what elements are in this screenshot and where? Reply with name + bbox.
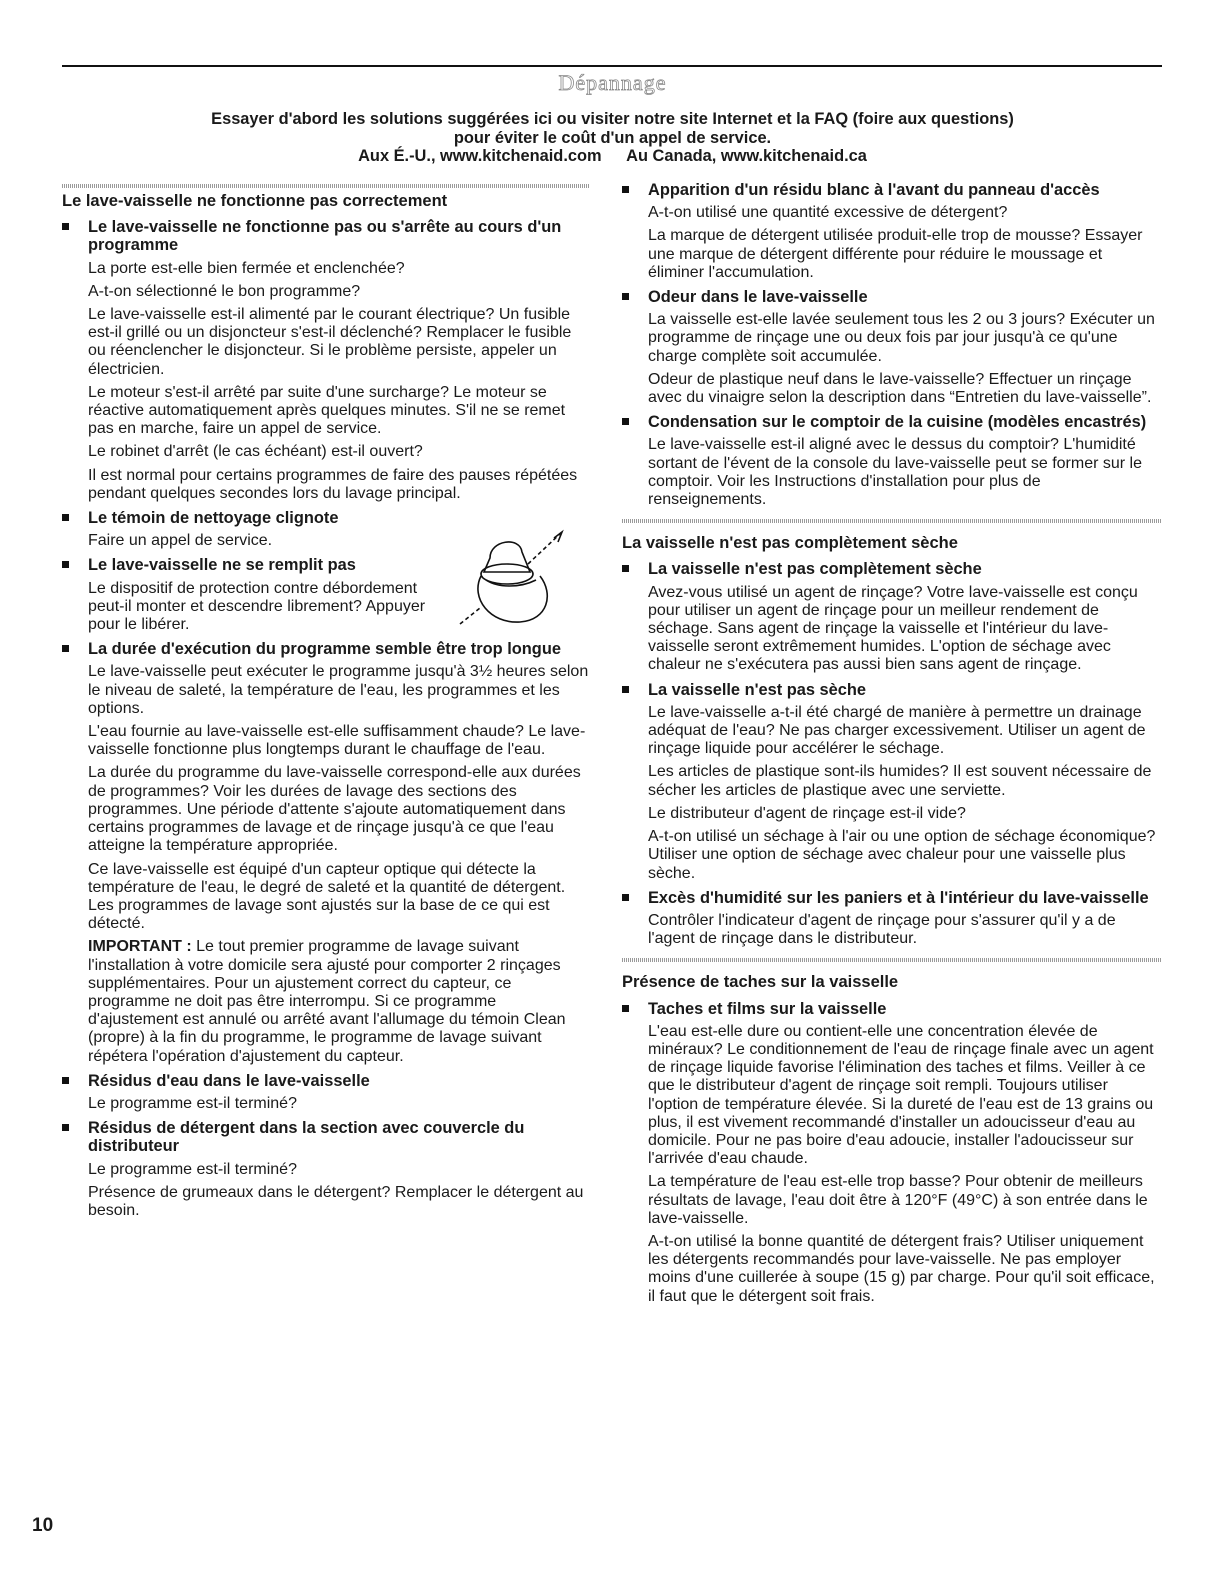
item-text: Le lave-vaisselle a-t-il été chargé de manière à permettre un drainage adéquat de l'eau? Ne pas charger excessivement. Utiliser un agent de rinçage liquide pour accélérer le séchage.: [648, 703, 1146, 758]
item-text: Il est normal pour certains programmes de faire des pauses répétées pendant quelques secondes lors du lavage principal.: [88, 466, 578, 502]
canada-website-link[interactable]: Au Canada, www.kitchenaid.ca: [626, 147, 867, 165]
item-heading: Résidus d'eau dans le lave-vaisselle: [88, 1071, 370, 1090]
item-heading: Apparition d'un résidu blanc à l'avant du panneau d'accès: [648, 181, 1100, 199]
item-text: Faire un appel de service.: [88, 532, 273, 550]
list-item: [622, 1000, 1162, 1306]
section-title: Présence de taches sur la vaisselle: [622, 973, 899, 992]
item-text: Le programme est-il terminé?: [88, 1160, 297, 1178]
float-protection-illustration: [450, 528, 590, 636]
item-text: A-t-on utilisé un séchage à l'air ou une option de séchage économique? Utiliser une option de séchage avec chaleur pour une vaisselle plus sèche.: [648, 828, 1156, 882]
item-heading: Le lave-vaisselle ne fonctionne pas ou s'arrête au cours d'un programme: [88, 218, 562, 255]
item-text: Ce lave-vaisselle est équipé d'un capteur optique qui détecte la température de l'eau, le degré de saleté et la quantité de détergent. Les programmes de lavage sont ajustés sur la base de ce qui est détecté.: [88, 860, 566, 933]
bullet-icon: [622, 686, 629, 693]
intro-line-1: Essayer d'abord les solutions suggérées ici ou visiter notre site Internet et la FAQ (foire aux questions): [211, 110, 1014, 128]
bullet-icon: [62, 514, 69, 521]
item-heading: Le témoin de nettoyage clignote: [88, 509, 339, 528]
item-text: Le lave-vaisselle peut exécuter le programme jusqu'à 3½ heures selon le niveau de saleté, la température de l'eau, les programmes et les options.: [88, 663, 589, 717]
bullet-icon: [62, 645, 69, 652]
item-text: La marque de détergent utilisée produit-elle trop de mousse? Essayer une marque de détergent différente pour réduire le moussage et éliminer l'accumulation.: [648, 227, 1143, 281]
item-text: La durée du programme du lave-vaisselle correspond-elle aux durées de programmes? Voir les durées de lavage des sections des programmes. Une période d'attente s'ajoute automatiquement dans certains programmes de lavage et de rinçage jusqu'à ce que l'eau atteigne la température appropriée.: [88, 764, 581, 855]
item-text: Avez-vous utilisé un agent de rinçage? Votre lave-vaisselle est conçu pour utiliser un agent de rinçage pour un meilleur rendement de séchage. Sans agent de rinçage la vaisselle et l'intérieur du lave-vaisselle seront extrêmement humides. L'option de séchage avec chaleur ne s'exécutera pas aussi bien sans agent de rinçage.: [648, 583, 1138, 674]
list-item: [622, 413, 1162, 509]
item-text: La température de l'eau est-elle trop basse? Pour obtenir de meilleurs résultats de lavage, l'eau doit être à 120°F (49°C) à son entrée dans le lave-vaisselle.: [648, 1173, 1148, 1227]
us-website-link[interactable]: Aux É.-U., www.kitchenaid.com: [358, 147, 602, 165]
item-heading: Le lave-vaisselle ne se remplit pas: [88, 556, 356, 575]
bullet-icon: [622, 418, 629, 425]
bullet-icon: [62, 561, 69, 568]
item-heading: Odeur dans le lave-vaisselle: [648, 288, 868, 307]
bullet-icon: [622, 565, 629, 572]
list-item: [62, 556, 590, 634]
list-item: [622, 681, 1162, 883]
item-heading: Résidus de détergent dans la section avec couvercle du distributeur: [88, 1119, 525, 1156]
section-title: Le lave-vaisselle ne fonctionne pas correctement: [62, 192, 448, 210]
item-text: Présence de grumeaux dans le détergent? Remplacer le détergent au besoin.: [88, 1183, 584, 1219]
section-title: La vaisselle n'est pas complètement sèche: [622, 534, 958, 553]
item-text: A-t-on utilisé la bonne quantité de détergent frais? Utiliser uniquement les détergents recommandés pour lave-vaisselle. Ne pas employer moins d'une cuillerée à soupe (15 g) par charge. Pour qu'il soit efficace, il faut que le détergent soit frais.: [648, 1232, 1155, 1305]
item-text: Odeur de plastique neuf dans le lave-vaisselle? Effectuer un rinçage avec du vinaigre selon la description dans “Entretien du lave-vaisselle”.: [648, 370, 1152, 407]
item-text: Contrôler l'indicateur d'agent de rinçage pour s'assurer qu'il y a de l'agent de rinçage dans le distributeur.: [648, 911, 1116, 948]
list-item: [62, 1119, 590, 1220]
item-heading: Condensation sur le comptoir de la cuisine (modèles encastrés): [648, 413, 1147, 432]
item-heading: La vaisselle n'est pas complètement sèche: [648, 560, 982, 579]
item-text: La porte est-elle bien fermée et enclenchée?: [88, 259, 405, 277]
important-text: Le tout premier programme de lavage suivant l'installation à votre domicile sera ajusté pour comporter 2 rinçages supplémentaires. Pour un ajustement correct du capteur, ce programme ne doit pas être interrompu. Si ce programme d'ajustement est annulé ou arrêté avant l'allumage du témoin Clean (propre) à la fin du programme, le programme de lavage suivant répétera l'opération d'ajustement du capteur.: [88, 938, 566, 1065]
list-item: [622, 560, 1162, 674]
intro-websites: [0, 147, 1225, 166]
list-item: [622, 181, 1162, 282]
bullet-icon: [62, 1124, 69, 1131]
important-label: IMPORTANT :: [88, 938, 192, 956]
intro-line-2: pour éviter le coût d'un appel de service.: [453, 128, 772, 147]
bullet-icon: [62, 223, 69, 230]
left-column: [62, 184, 590, 1226]
bullet-icon: [622, 894, 629, 901]
item-heading: La vaisselle n'est pas sèche: [648, 680, 867, 699]
bullet-icon: [622, 293, 629, 300]
item-text: L'eau est-elle dure ou contient-elle une concentration élevée de minéraux? Le conditionnement de l'eau de rinçage finale avec un agent de rinçage liquide favorise l'élimination des taches et films. Veiller à ce que le distributeur d'agent de rinçage soit rempli. Toujours utiliser l'option de température élevée. Si la dureté de l'eau est de 13 grains ou plus, il est vivement recommandé d'installer un adoucisseur d'eau au domicile. Pour ne pas boire d'eau adoucie, installer l'adoucisseur sur l'arrivée d'eau chaude.: [648, 1022, 1154, 1168]
item-text: Le dispositif de protection contre débordement peut-il monter et descendre librement? Appuyer pour le libérer.: [88, 579, 426, 634]
item-text: Le distributeur d'agent de rinçage est-il vide?: [648, 804, 966, 822]
item-heading: Excès d'humidité sur les paniers et à l'intérieur du lave-vaisselle: [648, 888, 1149, 907]
item-text: Le lave-vaisselle est-il aligné avec le dessus du comptoir? L'humidité sortant de l'évent de la console du lave-vaisselle peut se former sur le comptoir. Voir les Instructions d'installation pour plus de renseignements.: [648, 436, 1142, 509]
bullet-icon: [62, 1077, 69, 1084]
item-text: La vaisselle est-elle lavée seulement tous les 2 ou 3 jours? Exécuter un programme de rinçage une ou deux fois par jour jusqu'à ce qu'une charge complète soit accumulée.: [648, 311, 1155, 365]
section-divider: [622, 958, 1162, 962]
item-text: Le moteur s'est-il arrêté par suite d'une surcharge? Le moteur se réactive automatiquement après quelques minutes. S'il ne se remet pas en marche, faire un appel de service.: [88, 383, 566, 438]
top-rule: [62, 65, 1162, 67]
intro-block: [0, 110, 1225, 166]
list-item: [62, 640, 590, 1065]
item-text: Le lave-vaisselle est-il alimenté par le courant électrique? Un fusible est-il grillé ou un disjoncteur s'est-il déclenché? Remplacer le fusible ou réenclencher le disjoncteur. Si le problème persiste, appeler un électricien.: [88, 306, 572, 378]
bullet-icon: [622, 186, 629, 193]
list-item: [622, 889, 1162, 949]
list-item: [62, 1072, 590, 1113]
item-heading: La durée d'exécution du programme semble être trop longue: [88, 640, 561, 659]
list-item: [62, 218, 590, 503]
item-heading: Taches et films sur la vaisselle: [648, 999, 887, 1018]
right-column: [622, 181, 1162, 1312]
bullet-icon: [622, 1005, 629, 1012]
item-text: Le programme est-il terminé?: [88, 1094, 297, 1112]
section-divider: [622, 519, 1162, 523]
item-text: L'eau fournie au lave-vaisselle est-elle suffisamment chaude? Le lave-vaisselle fonctionne plus longtemps durant le chauffage de l'eau.: [88, 723, 586, 759]
item-text: Le robinet d'arrêt (le cas échéant) est-il ouvert?: [88, 443, 423, 461]
item-text: Les articles de plastique sont-ils humides? Il est souvent nécessaire de sécher les articles de plastique avec une serviette.: [648, 763, 1152, 799]
item-text: A-t-on utilisé une quantité excessive de détergent?: [648, 204, 1008, 222]
section-divider: [62, 184, 590, 188]
list-item: [622, 288, 1162, 407]
page-number: 10: [32, 1515, 54, 1536]
item-text: A-t-on sélectionné le bon programme?: [88, 282, 361, 300]
important-note: [88, 938, 590, 1065]
page-title: Dépannage: [558, 70, 667, 95]
